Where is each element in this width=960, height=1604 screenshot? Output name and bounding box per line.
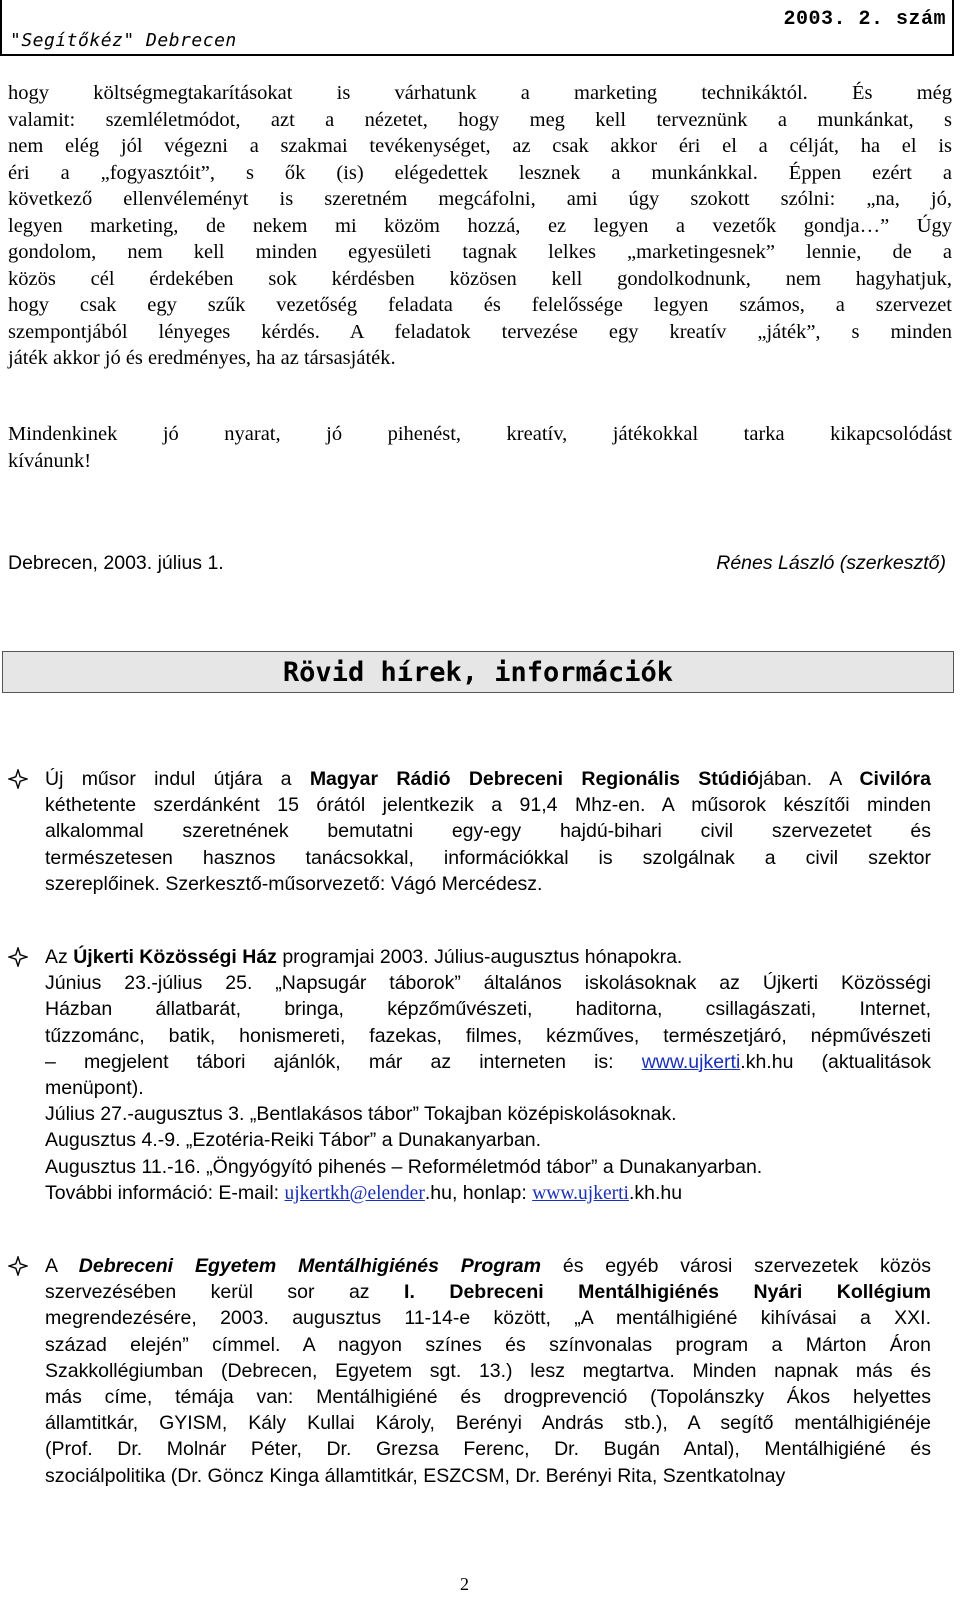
web-link[interactable]: www.ujkerti — [532, 1182, 629, 1204]
text-line — [45, 1305, 931, 1331]
page-number: 2 — [460, 1574, 469, 1594]
text-line: nem elég jól végezni a szakmai tevékenységet, az csak akkor éri el a célját, ha el is — [8, 135, 952, 157]
text-segment: természetesen hasznos tanácsokkal, információkkal is szolgálnak a civil szektor — [45, 846, 931, 869]
text-line — [45, 1154, 931, 1180]
bullet-diamond-icon — [8, 947, 28, 967]
text-line: gondolom, nem kell minden egyesületi tagnak lelkes „marketingesnek” lennie, de a — [8, 241, 952, 263]
text-segment: szociálpolitika (Dr. Göncz Kinga államtitkár, ESZCSM, Dr. Berényi Rita, Szentkatolnay — [45, 1464, 786, 1487]
text-line — [45, 1358, 931, 1384]
text-segment: További információ: E-mail: — [45, 1181, 285, 1204]
text-line: valamit: szemléletmódot, azt a nézetet, hogy meg kell terveznünk a munkánkat, s — [8, 108, 952, 131]
news-item-mentalhigiene — [45, 1253, 931, 1489]
page-header — [0, 0, 954, 56]
bullet-diamond-icon — [8, 769, 28, 789]
text-line — [45, 1101, 931, 1127]
text-segment: Szakkollégiumban (Debrecen, Egyetem sgt. 13.) lesz megtartva. Minden napnak más és — [45, 1359, 931, 1382]
publication-name: "Segítőkéz" Debrecen — [10, 30, 237, 51]
text-line — [45, 1023, 931, 1049]
text-segment: tűzzománc, batik, honismereti, fazekas, filmes, kézműves, természetjáró, népművészeti — [45, 1024, 931, 1047]
text-line — [45, 1436, 931, 1462]
text-line: Mindenkinek jó nyarat, jó pihenést, kreatív, játékokkal tarka kikapcsolódást — [8, 423, 952, 445]
text-line: hogy csak egy szűk vezetőség feladata és felelőssége legyen számos, a szervezet — [8, 294, 952, 316]
signature-author: Rénes László (szerkesztő) — [716, 552, 946, 574]
text-line: játék akkor jó és eredményes, ha az társasjáték. — [8, 347, 396, 369]
text-line: legyen marketing, de nekem mi közöm hozzá, ez legyen a vezetők gondja…” Úgy — [8, 214, 952, 237]
text-line: hogy költségmegtakarításokat is várhatunk a marketing technikáktól. És még — [8, 82, 952, 104]
text-line — [45, 1180, 931, 1207]
text-segment: A — [45, 1255, 79, 1277]
text-segment: szervezésében kerül sor az — [45, 1281, 405, 1304]
text-line — [45, 996, 931, 1022]
web-link[interactable]: ujkertkh@elender — [284, 1182, 425, 1204]
text-line — [45, 944, 931, 970]
web-link[interactable]: www.ujkerti — [641, 1050, 741, 1073]
bold-italic-text: Debreceni Egyetem Mentálhigiénés Program — [78, 1255, 541, 1277]
text-line — [45, 1332, 931, 1358]
text-line — [45, 1463, 931, 1489]
text-segment: kéthetente szerdánként 15 órától jelentkezik a 91,4 Mhz-en. A műsorok készítői minden — [45, 794, 931, 817]
text-line — [45, 845, 931, 871]
text-segment: programjai 2003. Július-augusztus hónapokra. — [276, 946, 683, 968]
section-title: Rövid hírek, információk — [282, 657, 674, 688]
text-segment: és egyéb városi szervezetek közös — [541, 1255, 931, 1277]
greeting-paragraph — [8, 421, 952, 474]
text-line: szempontjából lényeges kérdés. A feladatok tervezése egy kreatív „játék”, s minden — [8, 320, 952, 343]
bold-text: Magyar Rádió Debreceni Regionális Stúdió — [309, 768, 759, 790]
text-segment: Július 27.-augusztus 3. „Bentlakásos tábor” Tokajban középiskolásoknak. — [45, 1103, 677, 1126]
text-line — [45, 792, 931, 818]
text-segment: más címe, témája van: Mentálhigiéné és drogprevenció (Topolánszky Ákos helyettes — [45, 1386, 931, 1409]
intro-paragraph — [8, 80, 952, 372]
text-segment: .kh.hu — [628, 1181, 683, 1204]
text-segment: (Prof. Dr. Molnár Péter, Dr. Grezsa Ferenc, Dr. Bugán Antal), Mentálhigiéné és — [45, 1438, 931, 1461]
text-line: következő ellenvéleményt is szeretném megcáfolni, ami úgy szokott szólni: „na, jó, — [8, 188, 952, 210]
text-segment: alkalommal szeretnének bemutatni egy-egy hajdú-bihari civil szervezetet és — [45, 820, 931, 843]
text-line — [45, 1279, 931, 1305]
text-segment: megrendezésére, 2003. augusztus 11-14-e között, „A mentálhigiéné kihívásai a XXI. — [45, 1307, 931, 1330]
text-line — [45, 1253, 931, 1279]
text-line — [45, 1049, 931, 1075]
text-line: éri a „fogyasztóit”, s ők (is) elégedettek lesznek a munkánkkal. Éppen ezért a — [8, 161, 952, 184]
text-segment: államtitkár, GYISM, Kály Kullai Károly, Berényi András stb.), A segítő mentálhigiénéje — [45, 1412, 931, 1435]
news-item-radio — [45, 766, 931, 897]
signature-place-date: Debrecen, 2003. július 1. — [8, 552, 224, 574]
text-segment: Házban állatbarát, bringa, képzőművészeti, haditorna, csillagászati, Internet, — [45, 998, 931, 1021]
text-line — [45, 818, 931, 844]
text-line — [45, 1410, 931, 1436]
text-line — [45, 1384, 931, 1410]
text-segment: Augusztus 4.-9. „Ezotéria-Reiki Tábor” a Dunakanyarban. — [45, 1129, 542, 1152]
text-segment: – megjelent tábori ajánlók, már az interneten is: — [45, 1050, 642, 1073]
text-segment: jában. A — [758, 768, 860, 790]
text-segment: .hu, honlap: — [424, 1181, 533, 1204]
text-segment: század elején” címmel. A nagyon színes és színvonalas program a Márton Áron — [45, 1333, 931, 1356]
text-line: közös cél érdekében sok kérdésben közösen kell gondolkodnunk, nem hagyhatjuk, — [8, 267, 952, 290]
bold-text: Civilóra — [859, 768, 931, 790]
text-segment: Új műsor indul útjára a — [45, 768, 310, 790]
bold-text: Újkerti Közösségi Ház — [73, 946, 277, 968]
text-line — [45, 1075, 931, 1101]
text-segment: .kh.hu (aktualitások — [740, 1050, 931, 1073]
text-segment: Az — [45, 946, 74, 968]
text-line — [45, 970, 931, 996]
bold-text: I. Debreceni Mentálhigiénés Nyári Kollégium — [404, 1281, 931, 1304]
text-segment: szereplőinek. Szerkesztő-műsorvezető: Vágó Mercédesz. — [45, 872, 543, 895]
issue-number: 2003. 2. szám — [783, 8, 946, 31]
news-item-ujkerti — [45, 944, 931, 1207]
text-segment: Június 23.-július 25. „Napsugár táborok” általános iskolásoknak az Újkerti Közösségi — [45, 972, 931, 995]
text-segment: Augusztus 11.-16. „Öngyógyító pihenés – Reforméletmód tábor” a Dunakanyarban. — [45, 1155, 763, 1178]
text-line: kívánunk! — [8, 449, 92, 472]
text-segment: menüpont). — [45, 1077, 144, 1100]
text-line — [45, 871, 931, 897]
text-line — [45, 1127, 931, 1153]
text-line — [45, 766, 931, 792]
section-banner — [2, 651, 954, 693]
bullet-diamond-icon — [8, 1256, 28, 1276]
